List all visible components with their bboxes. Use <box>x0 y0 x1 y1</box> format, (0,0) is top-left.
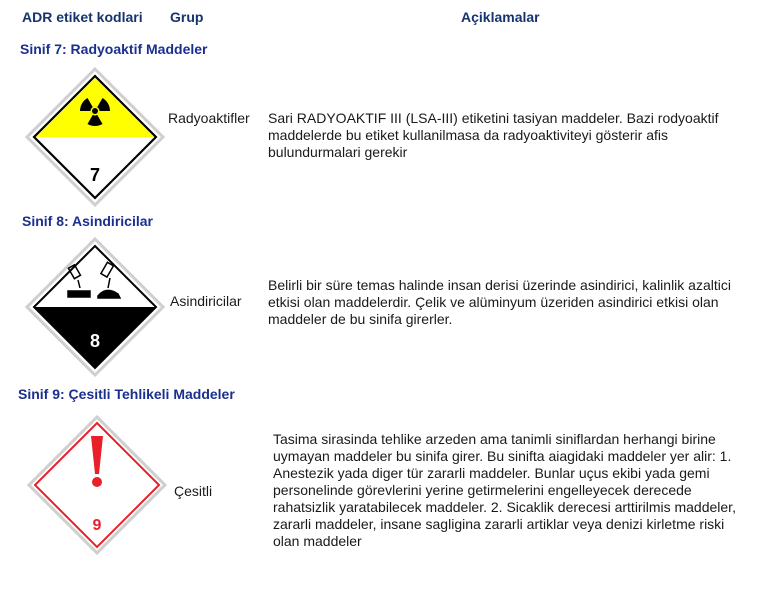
class-7-description: Sari RADYOAKTIF III (LSA-III) etiketini tasiyan maddeler. Bazi rodyoaktif maddelerde bu etiket kullanilmasa da radyoaktiviteyi gösterir afis bulundurmalari gerekir <box>268 110 719 160</box>
class-9-description: Tasima sirasinda tehlike arzeden ama tanimli siniflardan herhangi birine uymayan maddeler bu sinifa girer. Bu sinifta aiagidaki maddeler yer alir: 1. Anestezik yada diger tür zararli maddeler. Bunlar uçus ekibi yada gemi personelinde görevlerini yerine getirmelerini engelleyecek derecede rahatsizlik yaratabilecek maddeler. 2. Sicaklik derecesi arttirilmis maddeler, zararli maddeler, insane sagligina zararli artiklar veya denizi kirletme riski olan maddeler <box>273 431 736 549</box>
class-8-group: Asindiricilar <box>170 293 242 309</box>
class-7-title: Sinif 7: Radyoaktif Maddeler <box>20 41 208 57</box>
column-header-group: Grup <box>170 9 204 25</box>
column-header-codes: ADR etiket kodlari <box>22 9 143 25</box>
class-8-description: Belirli bir süre temas halinde insan derisi üzerinde asindirici, kalinlik azaltici etkisi olan maddelerdir. Çelik ve alüminyum üzeriden asindirici etkisi olan maddeler de bu sinifa girerler. <box>268 277 731 327</box>
placard-number: 9 <box>92 517 102 534</box>
radioactive-placard-icon <box>24 66 166 208</box>
column-header-description: Açiklamalar <box>461 9 540 25</box>
class-9-title: Sinif 9: Çesitli Tehlikeli Maddeler <box>18 386 235 402</box>
class-9-group: Çesitli <box>174 483 213 499</box>
class-8-title: Sinif 8: Asindiricilar <box>22 213 153 229</box>
miscellaneous-placard-icon <box>26 414 168 556</box>
placard-number: 8 <box>89 331 101 351</box>
corrosive-placard-icon <box>24 236 166 378</box>
placard-number: 7 <box>89 165 101 185</box>
class-7-group: Radyoaktifler <box>168 110 250 126</box>
